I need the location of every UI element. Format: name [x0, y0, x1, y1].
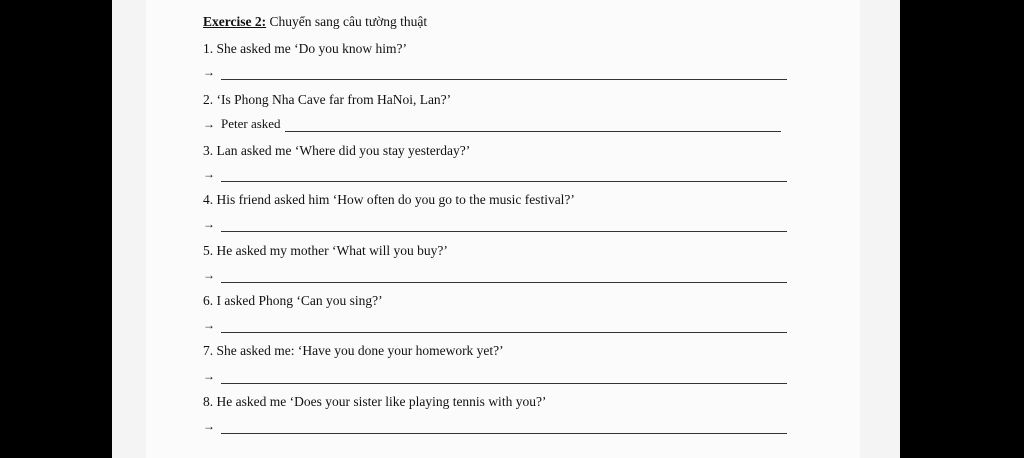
question-7: 7. She asked me: ‘Have you done your homework yet?’	[203, 343, 504, 358]
answer-line-4[interactable]	[203, 217, 787, 232]
answer-line-7[interactable]	[203, 369, 787, 384]
answer-line-2[interactable]	[203, 116, 781, 132]
blank-line[interactable]	[221, 332, 787, 333]
question-6: 6. I asked Phong ‘Can you sing?’	[203, 293, 383, 308]
worksheet-page	[146, 0, 860, 458]
question-5: 5. He asked my mother ‘What will you buy?’	[203, 243, 448, 258]
arrow-icon: →	[203, 117, 215, 131]
arrow-icon: →	[203, 217, 215, 231]
answer-line-5[interactable]	[203, 268, 787, 283]
arrow-icon: →	[203, 318, 215, 332]
exercise-instruction: Chuyển sang câu tường thuật	[269, 14, 428, 29]
answer-line-6[interactable]	[203, 318, 787, 333]
answer-line-8[interactable]	[203, 419, 787, 434]
blank-line[interactable]	[285, 131, 781, 132]
blank-line[interactable]	[221, 181, 787, 182]
left-black-bar	[0, 0, 112, 458]
arrow-icon: →	[203, 369, 215, 383]
question-4: 4. His friend asked him ‘How often do you go to the music festival?’	[203, 192, 575, 207]
right-page-margin	[860, 0, 900, 458]
blank-line[interactable]	[221, 79, 787, 80]
blank-line[interactable]	[221, 282, 787, 283]
exercise-title	[203, 14, 427, 30]
exercise-heading: Exercise 2:	[203, 14, 267, 29]
arrow-icon: →	[203, 419, 215, 433]
arrow-icon: →	[203, 268, 215, 282]
question-1: 1. She asked me ‘Do you know him?’	[203, 41, 407, 56]
blank-line[interactable]	[221, 383, 787, 384]
arrow-icon: →	[203, 167, 215, 181]
question-8: 8. He asked me ‘Does your sister like playing tennis with you?’	[203, 394, 547, 409]
arrow-icon: →	[203, 65, 215, 79]
question-3: 3. Lan asked me ‘Where did you stay yesterday?’	[203, 143, 471, 158]
question-2: 2. ‘Is Phong Nha Cave far from HaNoi, Lan?’	[203, 92, 452, 107]
blank-line[interactable]	[221, 231, 787, 232]
blank-line[interactable]	[221, 433, 787, 434]
right-black-bar	[900, 0, 1024, 458]
left-page-margin	[112, 0, 146, 458]
answer-line-3[interactable]	[203, 167, 787, 182]
answer-prefix: Peter asked	[221, 116, 281, 131]
answer-line-1[interactable]	[203, 65, 787, 80]
